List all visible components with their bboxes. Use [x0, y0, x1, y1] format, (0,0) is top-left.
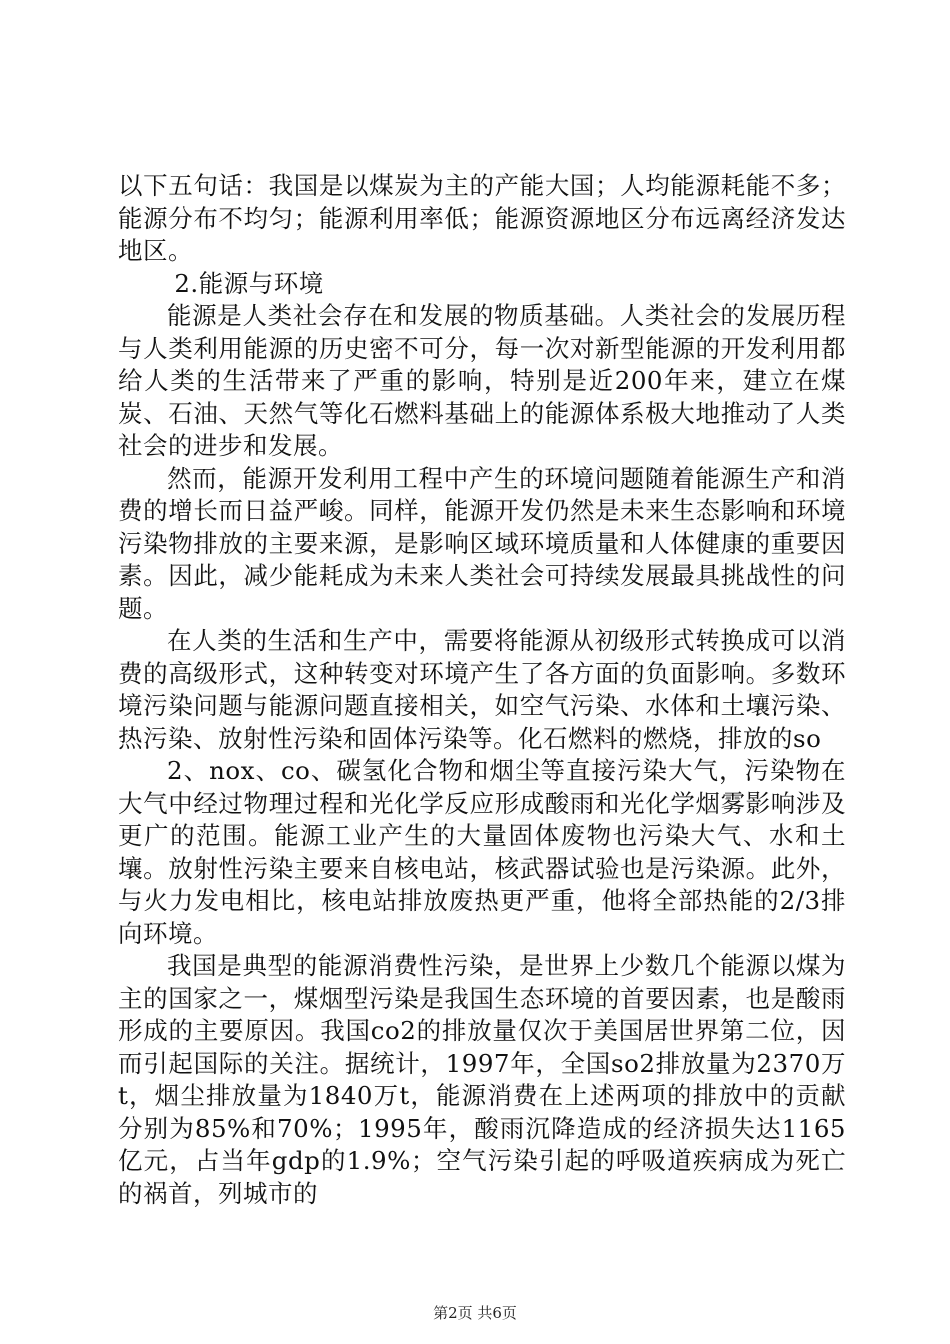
paragraph-pollutants: 2、nox、co、碳氢化合物和烟尘等直接污染大气，污染物在大气中经过物理过程和光化学反应形成酸雨和光化学烟雾影响涉及更广的范围。能源工业产生的大量固体废物也污染大气、水和土壤。放射性污染主要来自核电站，核武器试验也是污染源。此外，与火力发电相比，核电站排放废热更严重，他将全部热能的2/3排向环境。: [118, 756, 846, 948]
section-heading-energy-environment: 2.能源与环境: [174, 268, 324, 298]
paragraph-china-pollution: 我国是典型的能源消费性污染，是世界上少数几个能源以煤为主的国家之一，煤烟型污染是我国生态环境的首要因素，也是酸雨形成的主要原因。我国co2的排放量仅次于美国居世界第二位，因而引起国际的关注。据统计，1997年，全国so2排放量为2370万t，烟尘排放量为1840万t，能源消费在上述两项的排放中的贡献分别为85%和70%；1995年，酸雨沉降造成的经济损失达1165亿元，占当年gdp的1.9%；空气污染引起的呼吸道疾病成为死亡的祸首，列城市的: [118, 951, 846, 1208]
paragraph-energy-conversion: 在人类的生活和生产中，需要将能源从初级形式转换成可以消费的高级形式，这种转变对环境产生了各方面的负面影响。多数环境污染问题与能源问题直接相关，如空气污染、水体和土壤污染、热污染、放射性污染和固体污染等。化石燃料的燃烧，排放的so: [118, 626, 846, 753]
page-number-footer: 第2页 共6页: [433, 1304, 517, 1322]
document-body: [118, 170, 846, 1210]
paragraph-energy-summary: 以下五句话：我国是以煤炭为主的产能大国；人均能源耗能不多；能源分布不均匀；能源利用率低；能源资源地区分布远离经济发达地区。: [118, 171, 846, 265]
paragraph-energy-foundation: 能源是人类社会存在和发展的物质基础。人类社会的发展历程与人类利用能源的历史密不可分，每一次对新型能源的开发利用都给人类的生活带来了严重的影响，特别是近200年来，建立在煤炭、石油、天然气等化石燃料基础上的能源体系极大地推动了人类社会的进步和发展。: [118, 301, 846, 460]
paragraph-environmental-issues: 然而，能源开发利用工程中产生的环境问题随着能源生产和消费的增长而日益严峻。同样，能源开发仍然是未来生态影响和环境污染物排放的主要来源，是影响区域环境质量和人体健康的重要因素。因此，减少能耗成为未来人类社会可持续发展最具挑战性的问题。: [118, 463, 846, 623]
